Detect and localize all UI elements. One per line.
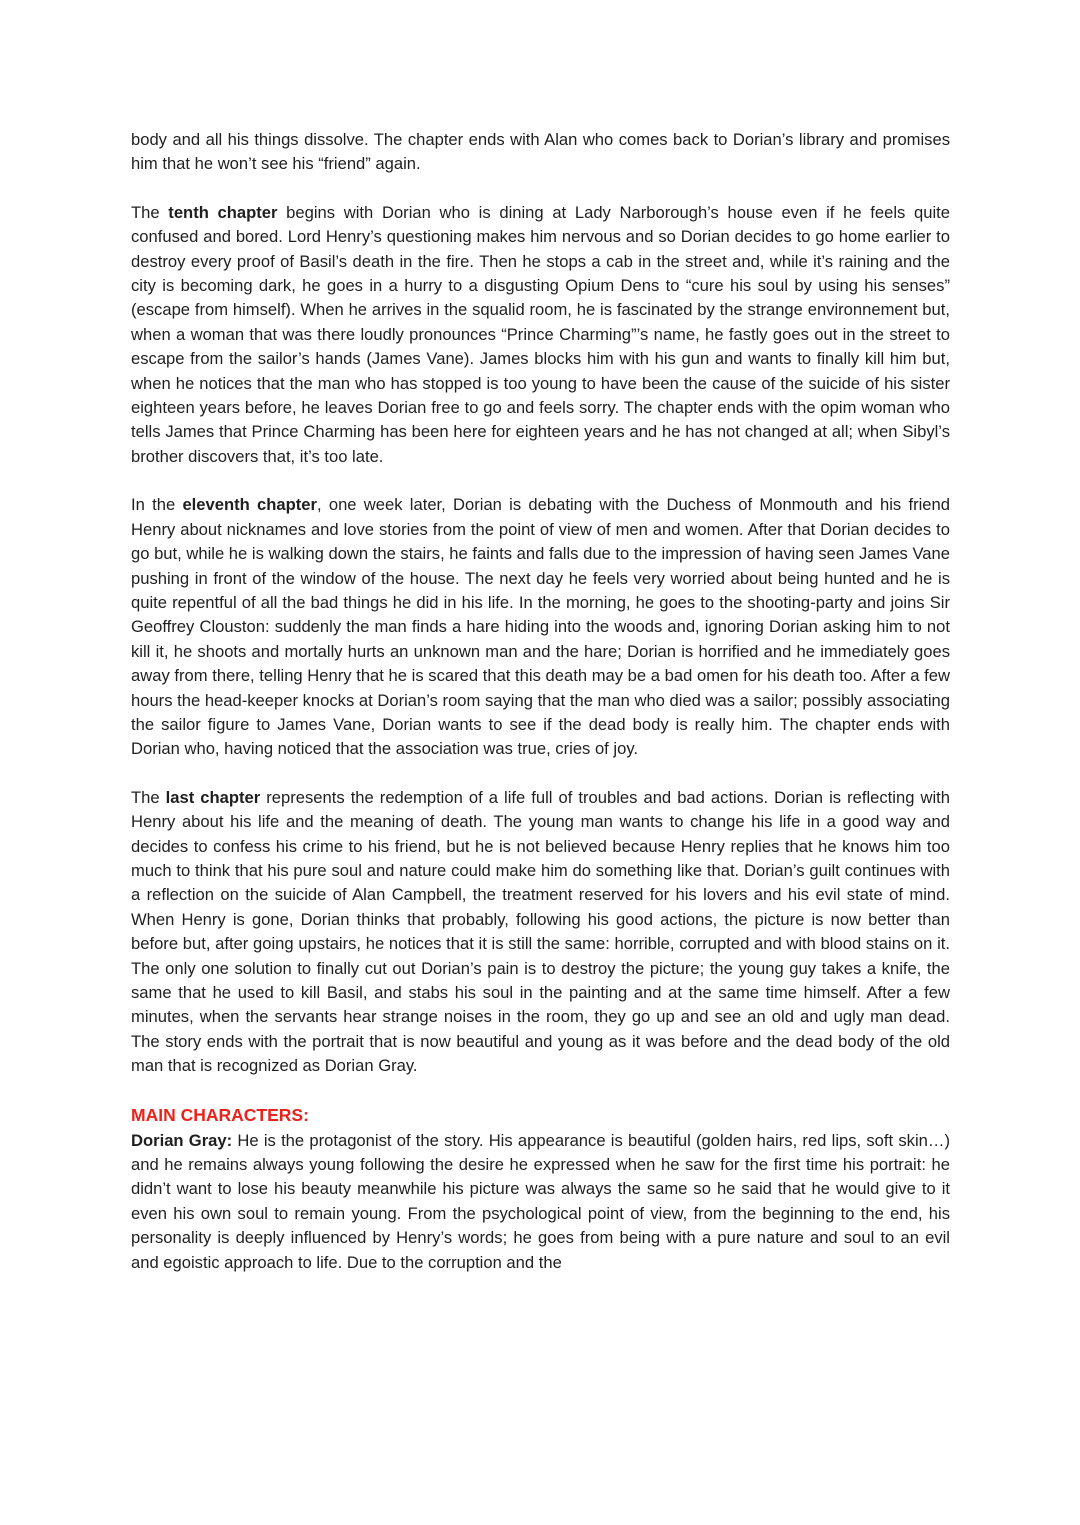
paragraph-text: represents the redemption of a life full of troubles and bad actions. Dorian is reflecting with Henry about his life and the meaning of death. The young man wants to change his life in a good way and decides to confess his crime to his friend, but he is not believed because Henry replies that he knows him too much to think that his pure soul and nature could make him do something like that. Dorian’s guilt continues with a reflection on the suicide of Alan Campbell, the treatment reserved for his lovers and his evil state of mind. When Henry is gone, Dorian thinks that probably, following his good actions, the picture is now better than before but, after going upstairs, he notices that it is still the same: horrible, corrupted and with blood stains on it. The only one solution to finally cut out Dorian’s pain is to destroy the picture; the young guy takes a knife, the same that he used to kill Basil, and stabs his soul in the painting and at the same time himself. After a few minutes, when the servants hear strange noises in the room, they go up and see an old and ugly man dead. The story ends with the portrait that is now beautiful and young as it was before and the dead body of the old man that is recognized as Dorian Gray. xyxy=(131,787,950,1076)
character-name: Dorian Gray: xyxy=(131,1130,233,1150)
paragraph-chapter-nine-end xyxy=(131,128,950,177)
paragraph-lead: In the xyxy=(131,495,183,515)
paragraph-text: begins with Dorian who is dining at Lady Narborough’s house even if he feels quite confused and bored. Lord Henry’s questioning makes him nervous and so Dorian decides to go home earlier to destroy every proof of Basil’s death in the fire. Then he stops a cab in the street and, while it’s raining and the city is becoming dark, he goes in a hurry to a disgusting Opium Dens to “cure his soul by using his senses” (escape from himself). When he arrives in the squalid room, he is fascinated by the strange environnement but, when a woman that was there loudly pronounces “Prince Charming”’s name, he fastly goes out in the street to escape from the sailor’s hands (James Vane). James blocks him with his gun and wants to finally kill him but, when he notices that the man who has stopped is too young to have been the cause of the suicide of his sister eighteen years before, he leaves Dorian free to go and feels sorry. The chapter ends with the opim woman who tells James that Prince Charming has been here for eighteen years and he has not changed at all; when Sibyl’s brother discovers that, it’s too late. xyxy=(131,202,950,466)
paragraph-last-chapter xyxy=(131,786,950,1079)
chapter-label: tenth chapter xyxy=(168,202,278,222)
chapter-label: eleventh chapter xyxy=(182,495,317,515)
main-characters-heading: MAIN CHARACTERS: xyxy=(131,1104,309,1125)
paragraph-text: body and all his things dissolve. The chapter ends with Alan who comes back to Dorian’s library and promises him that he won’t see his “friend” again. xyxy=(131,130,950,174)
paragraph-eleventh-chapter xyxy=(131,493,950,761)
paragraph-lead: The xyxy=(131,202,169,222)
paragraph-tenth-chapter xyxy=(131,201,950,469)
document-page xyxy=(131,128,950,1275)
chapter-label: last chapter xyxy=(165,787,261,807)
character-description: He is the protagonist of the story. His appearance is beautiful (golden hairs, red lips, soft skin…) and he remains always young following the desire he expressed when he saw for the first time his portrait: he didn’t want to lose his beauty meanwhile his picture was always the same so he said that he would give to it even his own soul to remain young. From the psychological point of view, from the beginning to the end, his personality is deeply influenced by Henry’s words; he goes from being with a pure nature and soul to an evil and egoistic approach to life. Due to the corruption and the xyxy=(131,1130,951,1272)
character-entry-dorian-gray xyxy=(131,1129,950,1275)
paragraph-text: , one week later, Dorian is debating with the Duchess of Monmouth and his friend Henry about nicknames and love stories from the point of view of men and women. After that Dorian decides to go but, while he is walking down the stairs, he faints and falls due to the impression of having seen James Vane pushing in front of the window of the house. The next day he feels very worried about being hunted and he is quite repentful of all the bad things he did in his life. In the morning, he goes to the shooting-party and joins Sir Geoffrey Clouston: suddenly the man finds a hare hiding into the woods and, ignoring Dorian asking him to not kill it, he shoots and mortally hurts an unknown man and the hare; Dorian is horrified and he immediately goes away from there, telling Henry that he is scared that this death may be a bad omen for his death too. After a few hours the head-keeper knocks at Dorian’s room saying that the man who died was a sailor; possibly associating the sailor figure to James Vane, Dorian wants to see if the dead body is really him. The chapter ends with Dorian who, having noticed that the association was true, cries of joy. xyxy=(131,495,950,759)
paragraph-lead: The xyxy=(131,787,166,807)
